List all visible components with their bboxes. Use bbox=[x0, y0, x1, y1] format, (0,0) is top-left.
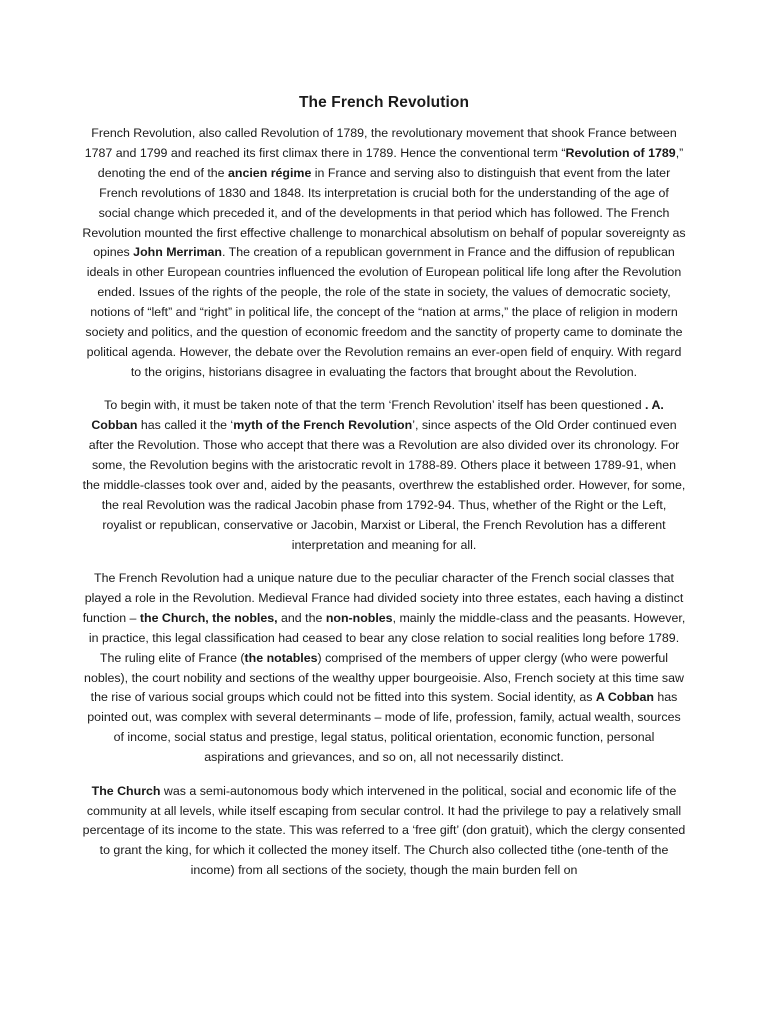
paragraph-1: French Revolution, also called Revolution of 1789, the revolutionary movement that shook France between 1787 and 1799 and reached its first climax there in 1789. Hence the conventional term “Revolution of 1789,” denoting the end of the ancien régime in France and serving also to distinguish that event from the later French revolutions of 1830 and 1848. Its interpretation is crucial both for the understanding of the age of social change which preceded it, and of the developments in that period which has followed. The French Revolution mounted the first effective challenge to monarchical absolutism on behalf of popular sovereignty as opines John Merriman. The creation of a republican government in France and the diffusion of republican ideals in other European countries influenced the evolution of European political life long after the Revolution ended. Issues of the rights of the people, the role of the state in society, the values of democratic society, notions of “left” and “right” in political life, the concept of the “nation at arms,” the place of religion in modern society and politics, and the question of economic freedom and the sanctity of property came to dominate the political agenda. However, the debate over the Revolution remains an ever-open field of enquiry. With regard to the origins, historians disagree in evaluating the factors that brought about the Revolution. bbox=[82, 126, 686, 379]
bold-term: The Church bbox=[91, 783, 161, 798]
bold-term: the Church, the nobles, bbox=[139, 610, 278, 625]
bold-term: myth of the French Revolution bbox=[233, 418, 413, 433]
paragraph-3: The French Revolution had a unique nature due to the peculiar character of the French social classes that played a role in the Revolution. Medieval France had divided society into three estates, each having a distinct function – the Church, the nobles, and the non-nobles, mainly the middle-class and the peasants. However, in practice, this legal classification had ceased to bear any close relation to social realities long before 1789. The ruling elite of France (the notables) comprised of the members of upper clergy (who were powerful nobles), the court nobility and sections of the wealthy upper bourgeoisie. Also, French society at this time saw the rise of various social groups which could not be fitted into this system. Social identity, as A Cobban has pointed out, was complex with several determinants – mode of life, profession, family, actual wealth, sources of income, social status and prestige, legal status, political orientation, economic function, personal aspirations and grievances, and so on, all not necessarily distinct. bbox=[82, 571, 686, 765]
bold-term: John Merriman bbox=[133, 245, 222, 260]
bold-term: A Cobban bbox=[595, 690, 654, 705]
bold-term: . A. Cobban bbox=[91, 398, 664, 433]
bold-term: ancien régime bbox=[228, 165, 312, 180]
paragraph-2: To begin with, it must be taken note of that the term ‘French Revolution’ itself has been questioned . A. Cobban has called it the ‘myth of the French Revolution’, since aspects of the Old Order continued even after the Revolution. Those who accept that there was a Revolution are also divided over its chronology. For some, the Revolution begins with the aristocratic revolt in 1788-89. Others place it between 1789-91, when the middle-classes took over and, aided by the peasants, overthrew the established order. However, for some, the real Revolution was the radical Jacobin phase from 1792-94. Thus, whether of the Right or the Left, royalist or republican, conservative or Jacobin, Marxist or Liberal, the French Revolution has a different interpretation and meaning for all. bbox=[82, 398, 686, 552]
paragraph-4: The Church was a semi-autonomous body which intervened in the political, social and economic life of the community at all levels, while itself escaping from secular control. It had the privilege to pay a relatively small percentage of its income to the state. This was referred to a ‘free gift’ (don gratuit), which the clergy consented to grant the king, for which it collected the money itself. The Church also collected tithe (one-tenth of the income) from all sections of the society, though the main burden fell on bbox=[82, 783, 686, 878]
bold-term: non-nobles bbox=[325, 610, 393, 625]
bold-term: Revolution of 1789 bbox=[565, 145, 676, 160]
document-title: The French Revolution bbox=[298, 94, 470, 111]
bold-term: the notables bbox=[244, 650, 318, 665]
